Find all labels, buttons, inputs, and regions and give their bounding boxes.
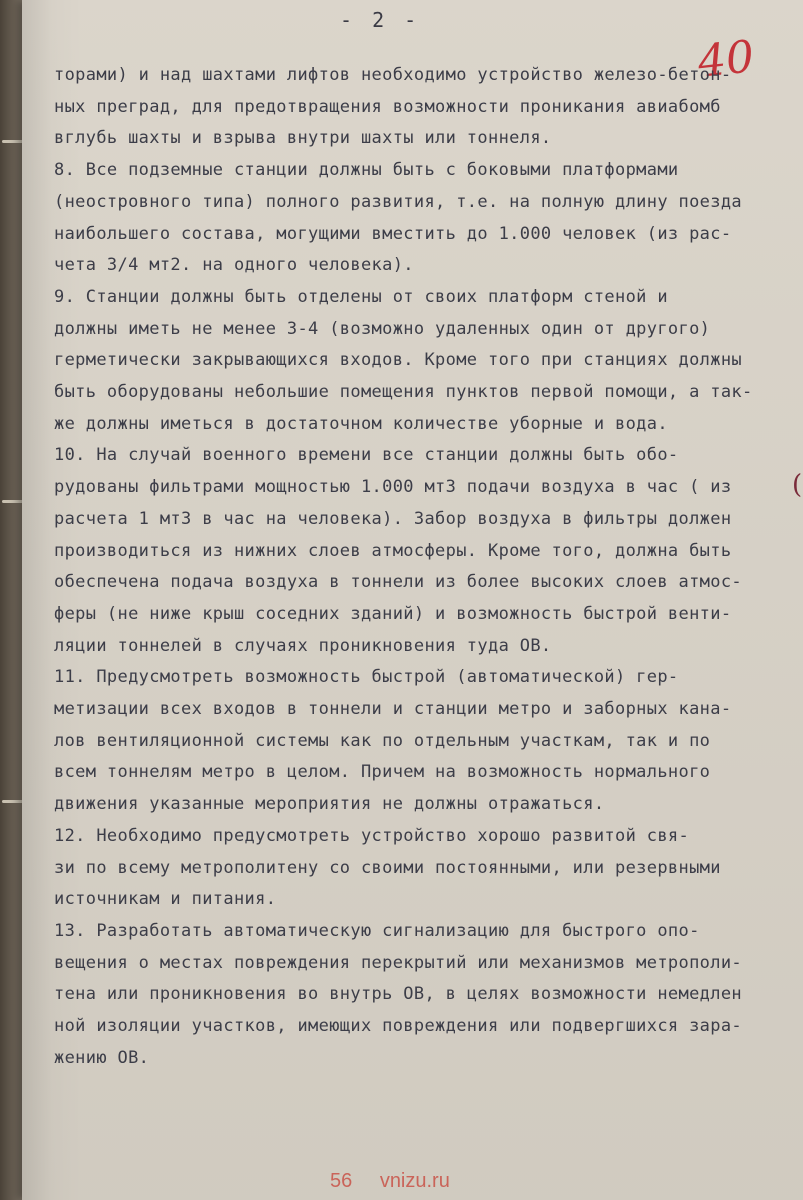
watermark — [330, 1170, 450, 1193]
watermark-number: 56 — [330, 1170, 353, 1192]
text-line: рудованы фильтрами мощностью 1.000 мт3 подачи воздуха в час ( из — [54, 477, 732, 498]
text-line: герметически закрывающихся входов. Кроме того при станциях должны — [54, 350, 743, 371]
binding-edge — [0, 0, 22, 1200]
text-line: расчета 1 мт3 в час на человека). Забор воздуха в фильтры должен — [54, 508, 732, 529]
text-line: зи по всему метрополитену со своими постоянными, или резервными — [54, 857, 721, 878]
text-line: источникам и питания. — [54, 889, 277, 910]
text-line: (неостровного типа) полного развития, т.е. на полную длину поезда — [54, 191, 743, 212]
binding-stitch — [2, 140, 24, 143]
text-line: вглубь шахты и взрыва внутри шахты или тоннеля. — [54, 128, 552, 149]
text-line: торами) и над шахтами лифтов необходимо устройство железо-бетон- — [54, 65, 732, 85]
text-line: быть оборудованы небольшие помещения пунктов первой помощи, а так- — [54, 382, 753, 403]
text-line: вещения о местах повреждения перекрытий или механизмов метрополи- — [54, 952, 743, 973]
text-line: ных преград, для предотвращения возможности проникания авиабомб — [54, 96, 721, 117]
text-line: жению ОВ. — [54, 1047, 150, 1068]
text-line: лов вентиляционной системы как по отдельным участкам, так и по — [54, 730, 711, 751]
text-line: же должны иметься в достаточном количестве уборные и вода. — [54, 413, 668, 434]
document-page — [22, 0, 803, 1200]
text-line: феры (не ниже крыш соседних зданий) и возможность быстрой венти- — [54, 603, 732, 624]
margin-bracket-mark: ( — [792, 470, 803, 500]
text-line: движения указанные мероприятия не должны отражаться. — [54, 794, 605, 815]
binding-stitch — [2, 800, 24, 803]
text-line: наибольшего состава, могущими вместить до 1.000 человек (из рас- — [54, 223, 732, 244]
text-line: 10. На случай военного времени все станции должны быть обо- — [54, 445, 679, 466]
text-line: ной изоляции участков, имеющих повреждения или подвергшихся зара- — [54, 1016, 743, 1037]
text-line: чета 3/4 мт2. на одного человека). — [54, 255, 414, 276]
text-line: метизации всех входов в тоннели и станции метро и заборных кана- — [54, 699, 732, 720]
text-line: 13. Разработать автоматическую сигнализацию для быстрого опо- — [54, 920, 700, 941]
text-line: всем тоннелям метро в целом. Причем на возможность нормального — [54, 762, 711, 783]
archive-sheet-number: 40 — [695, 31, 757, 88]
text-line: обеспечена подача воздуха в тоннели из более высоких слоев атмос- — [54, 572, 743, 593]
document-body — [54, 60, 794, 1075]
text-line: 11. Предусмотреть возможность быстрой (автоматической) гер- — [54, 667, 679, 688]
text-line: производиться из нижних слоев атмосферы. Кроме того, должна быть — [54, 540, 732, 561]
text-line: должны иметь не менее 3-4 (возможно удаленных один от другого) — [54, 318, 711, 339]
text-line: 9. Станции должны быть отделены от своих платформ стеной и — [54, 286, 668, 307]
page-number: - 2 - — [340, 8, 421, 32]
binding-stitch — [2, 500, 24, 503]
text-line: тена или проникновения во внутрь ОВ, в целях возможности немедлен — [54, 984, 743, 1005]
text-line: 12. Необходимо предусмотреть устройство хорошо развитой свя- — [54, 825, 690, 846]
text-line: 8. Все подземные станции должны быть с боковыми платформами — [54, 160, 679, 181]
text-line: ляции тоннелей в случаях проникновения туда ОВ. — [54, 635, 552, 656]
watermark-site: vnizu.ru — [379, 1170, 450, 1192]
